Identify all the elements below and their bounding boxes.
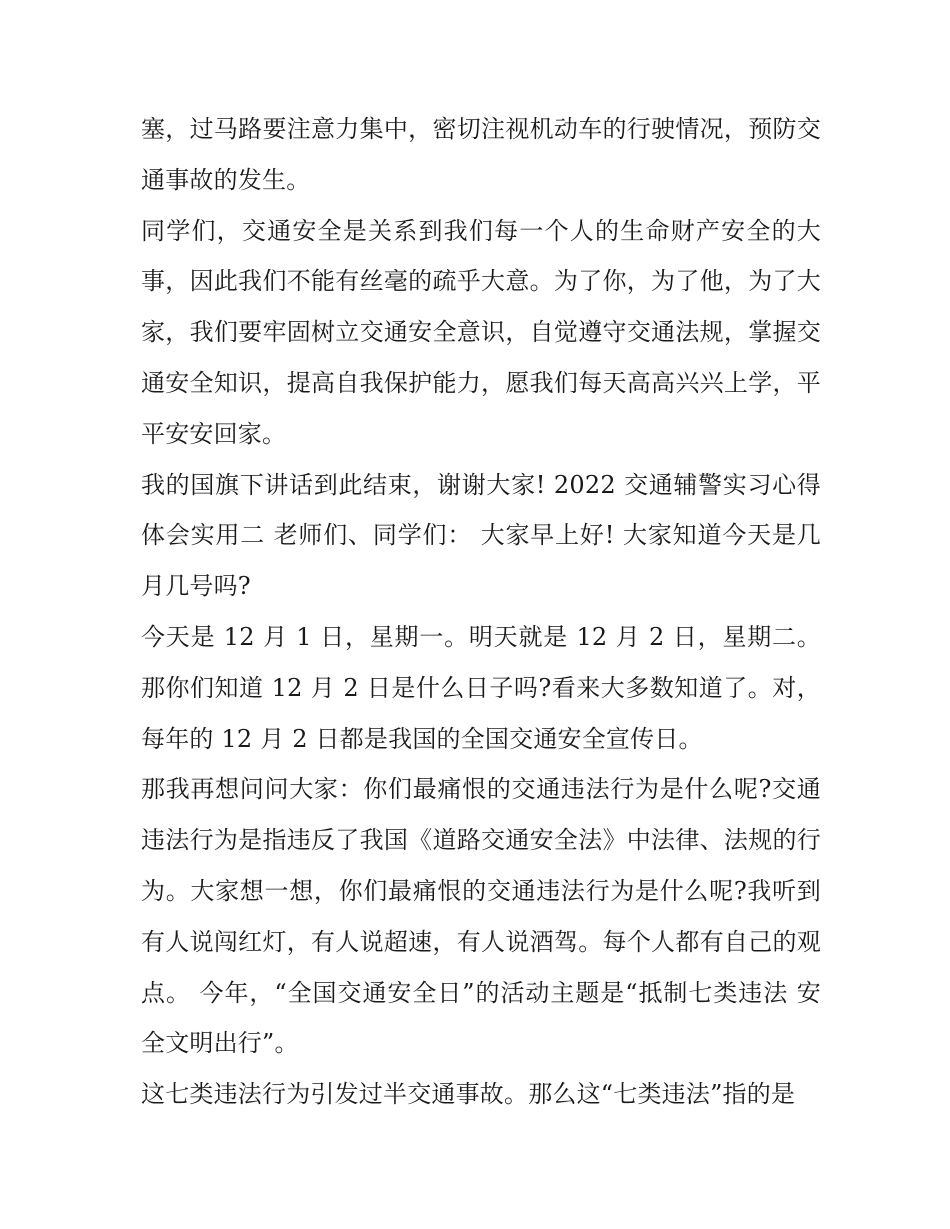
document-body: [141, 104, 821, 1120]
paragraph-6: 这七类违法行为引发过半交通事故。那么这“七类违法”指的是: [141, 1080, 796, 1109]
paragraph-5: 那我再想问问大家：你们最痛恨的交通违法行为是什么呢?交通违法行为是指违反了我国《道路交通安全法》中法律、法规的行为。大家想一想，你们最痛恨的交通违法行为是什么呢?我听到有人说闯红灯，有人说超速，有人说酒驾。每个人都有自己的观点。 今年，“全国交通安全日”的活动主题是“抵制七类违法 安全文明出行”。: [141, 775, 821, 1058]
paragraph-2: 同学们，交通安全是关系到我们每一个人的生命财产安全的大事，因此我们不能有丝毫的疏乎大意。为了你，为了他，为了大家，我们要牢固树立交通安全意识，自觉遵守交通法规，掌握交通安全知识，提高自我保护能力，愿我们每天高高兴兴上学，平平安安回家。: [141, 216, 821, 448]
paragraph-4: 今天是 12 月 1 日，星期一。明天就是 12 月 2 日，星期二。那你们知道 12 月 2 日是什么日子吗?看来大多数知道了。对，每年的 12 月 2 日都是我国的全国交通安全宣传日。: [141, 622, 821, 753]
paragraph-3: 我的国旗下讲话到此结束，谢谢大家! 2022 交通辅警实习心得体会实用二 老师们、同学们： 大家早上好! 大家知道今天是几月几号吗?: [141, 470, 821, 601]
paragraph-1: 塞，过马路要注意力集中，密切注视机动车的行驶情况，预防交通事故的发生。: [141, 115, 821, 194]
